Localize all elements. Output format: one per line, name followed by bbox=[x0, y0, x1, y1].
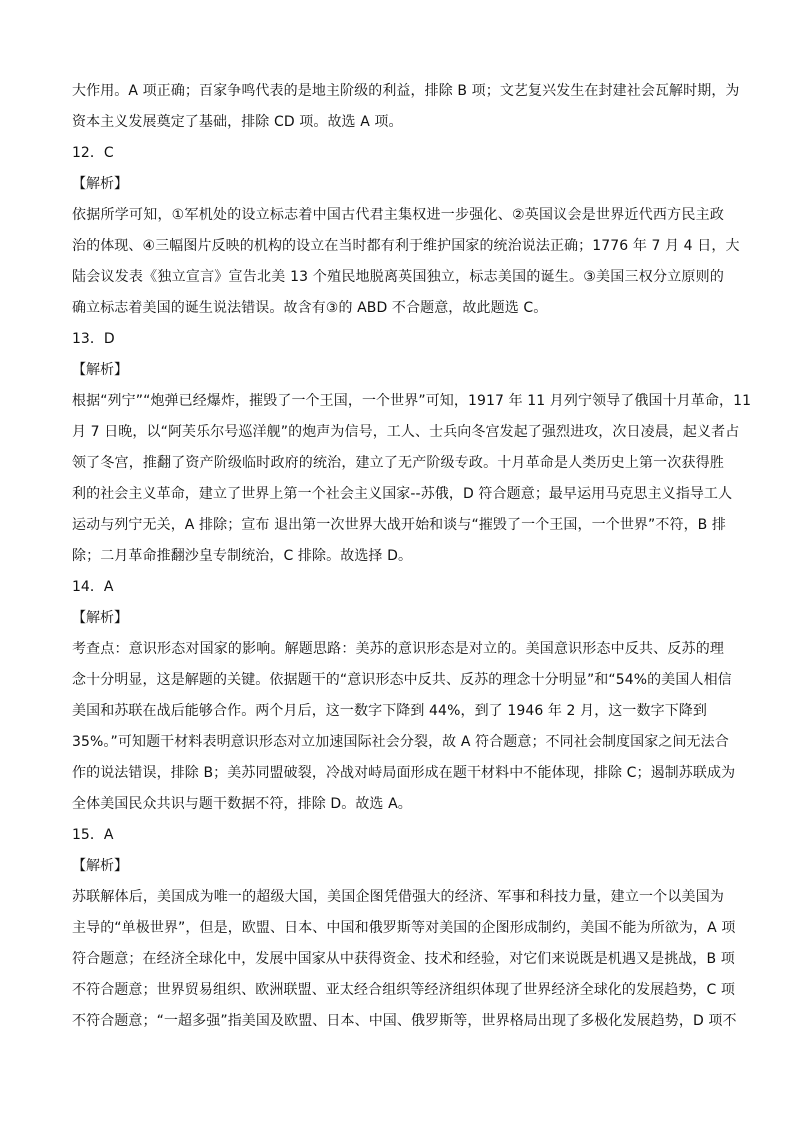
text-line: 依据所学可知，①军机处的设立标志着中国古代君主集权进一步强化、②英国议会是世界近代西方民主政 bbox=[72, 207, 724, 223]
text-line: 陆会议发表《独立宣言》宣告北美 13 个殖民地脱离英国独立，标志美国的诞生。③美国三权分立原则的 bbox=[72, 269, 724, 285]
text-line: 主导的“单极世界”，但是，欧盟、日本、中国和俄罗斯等对美国的企图形成制约，美国不能为所欲为，A 项 bbox=[72, 920, 736, 936]
document-page bbox=[72, 76, 752, 1037]
section-heading: 12．C bbox=[72, 145, 114, 161]
text-line: 符合题意；在经济全球化中，发展中国家从中获得资金、技术和经验，对它们来说既是机遇又是挑战，B 项 bbox=[72, 951, 735, 967]
text-line: 35%。”可知题干材料表明意识形态对立加速国际社会分裂，故 A 符合题意；不同社会制度国家之间无法合 bbox=[72, 734, 729, 750]
text-line: 月 7 日晚，以“阿芙乐尔号巡洋舰”的炮声为信号，工人、士兵向冬宫发起了强烈进攻，次日凌晨，起义者占 bbox=[72, 424, 740, 440]
text-line: 苏联解体后，美国成为唯一的超级大国，美国企图凭借强大的经济、军事和科技力量，建立一个以美国为 bbox=[72, 889, 724, 905]
text-line: 资本主义发展奠定了基础，排除 CD 项。故选 A 项。 bbox=[72, 114, 403, 130]
text-line: 全体美国民众共识与题干数据不符，排除 D。故选 A。 bbox=[72, 796, 412, 812]
text-line: 考查点：意识形态对国家的影响。解题思路：美苏的意识形态是对立的。美国意识形态中反共、反苏的理 bbox=[72, 641, 724, 657]
text-line: 除；二月革命推翻沙皇专制统治，C 排除。故选择 D。 bbox=[72, 548, 413, 564]
section-heading: 【解析】 bbox=[72, 858, 128, 874]
text-line: 不符合题意；“一超多强”指美国及欧盟、日本、中国、俄罗斯等，世界格局出现了多极化发展趋势，D 项不 bbox=[72, 1013, 737, 1029]
text-line: 根据“列宁”“炮弹已经爆炸，摧毁了一个王国，一个世界”可知，1917 年 11 月列宁领导了俄国十月革命，11 bbox=[72, 393, 752, 409]
section-heading: 13．D bbox=[72, 331, 115, 347]
text-line: 作的说法错误，排除 B；美苏同盟破裂，冷战对峙局面形成在题干材料中不能体现，排除 C；遏制苏联成为 bbox=[72, 765, 736, 781]
text-line: 治的体现、④三幅图片反映的机构的设立在当时都有利于维护国家的统治说法正确；1776 年 7 月 4 日，大 bbox=[72, 238, 740, 254]
section-heading: 【解析】 bbox=[72, 176, 128, 192]
text-line: 大作用。A 项正确；百家争鸣代表的是地主阶级的利益，排除 B 项；文艺复兴发生在封建社会瓦解时期，为 bbox=[72, 83, 740, 99]
section-heading: 【解析】 bbox=[72, 362, 128, 378]
section-heading: 【解析】 bbox=[72, 610, 128, 626]
text-line: 美国和苏联在战后能够合作。两个月后，这一数字下降到 44%，到了 1946 年 2 月，这一数字下降到 bbox=[72, 703, 708, 719]
text-line: 利的社会主义革命，建立了世界上第一个社会主义国家--苏俄，D 符合题意；最早运用马克思主义指导工人 bbox=[72, 486, 733, 502]
text-line: 不符合题意；世界贸易组织、欧洲联盟、亚太经合组织等经济组织体现了世界经济全球化的发展趋势，C 项 bbox=[72, 982, 736, 998]
text-line: 确立标志着美国的诞生说法错误。故含有③的 ABD 不合题意，故此题选 C。 bbox=[72, 300, 548, 316]
section-heading: 14．A bbox=[72, 579, 114, 595]
text-line: 念十分明显，这是解题的关键。依据题干的“意识形态中反共、反苏的理念十分明显”和“54%的美国人相信 bbox=[72, 672, 732, 688]
text-line: 领了冬宫，推翻了资产阶级临时政府的统治，建立了无产阶级专政。十月革命是人类历史上第一次获得胜 bbox=[72, 455, 724, 471]
text-line: 运动与列宁无关，A 排除；宣布 退出第一次世界大战开始和谈与“摧毁了一个王国，一个世界”不符，B 排 bbox=[72, 517, 727, 533]
section-heading: 15．A bbox=[72, 827, 114, 843]
